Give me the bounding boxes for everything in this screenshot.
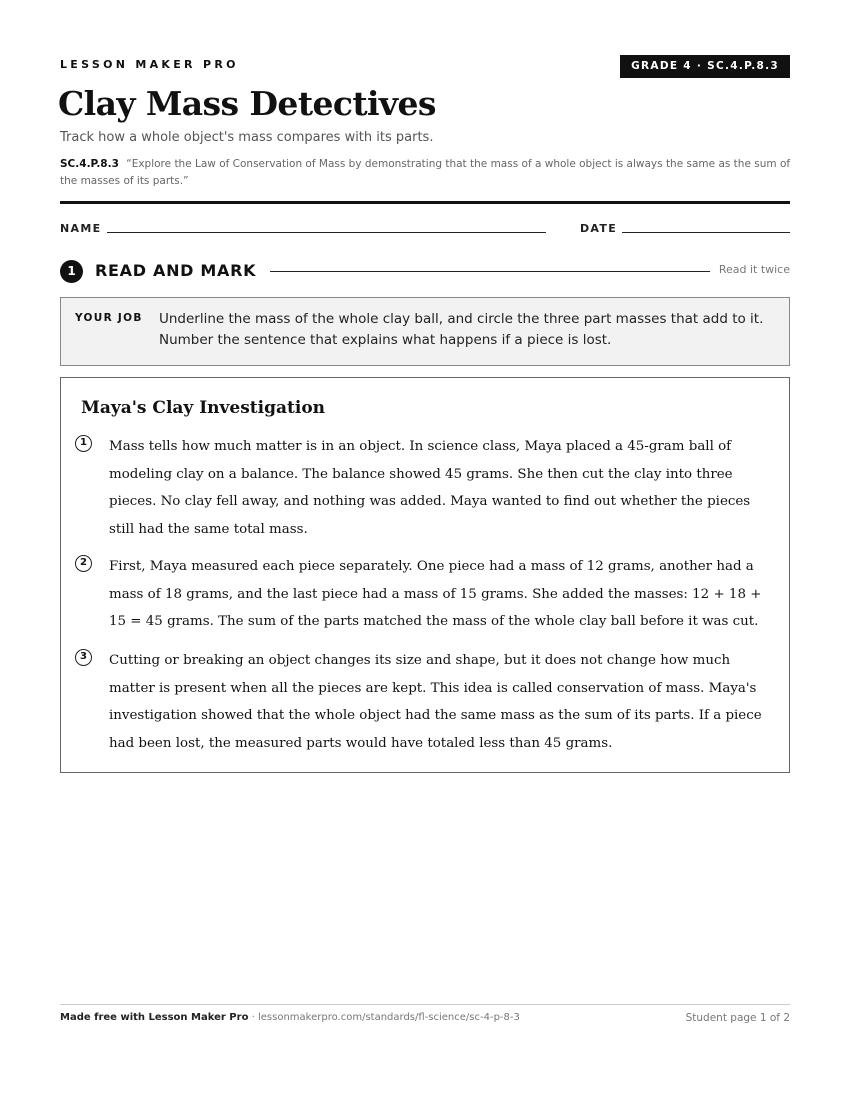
paragraph-text: First, Maya measured each piece separately. One piece had a mass of 12 grams, another had a mass of 18 grams, and the last piece had a mass of 15 grams. She added the masses: 12 + 18 + 15 = 45 grams. The sum of the parts matched the mass of the whole clay ball before it was cut. (109, 559, 762, 630)
header-divider (60, 201, 790, 204)
section-title: READ AND MARK (95, 261, 257, 280)
paragraph-number: 1 (75, 435, 92, 452)
paragraph-number: 3 (75, 649, 92, 666)
paragraph-text: Cutting or breaking an object changes its size and shape, but it does not change how much matter is present when all the pieces are kept. This idea is called conservation of mass. Maya's investigation showed that the whole object had the same mass as the sum of its parts. If a piece had been lost, the measured parts would have totaled less than 45 grams. (109, 653, 762, 751)
paragraph-number: 2 (75, 555, 92, 572)
standard-code: SC.4.P.8.3 (60, 158, 119, 170)
brand-name: LESSON MAKER PRO (60, 58, 239, 71)
standard-text: “Explore the Law of Conservation of Mass by demonstrating that the mass of a whole object is always the same as the sum of the masses of its parts.” (60, 158, 791, 187)
page-title: Clay Mass Detectives (58, 84, 436, 123)
paragraph-text: Mass tells how much matter is in an object. In science class, Maya placed a 45-gram ball of modeling clay on a balance. The balance showed 45 grams. She then cut the clay into three pieces. No clay fell away, and nothing was added. Maya wanted to find out whether the pieces still had the same total mass. (109, 439, 751, 537)
grade-badge: GRADE 4 · SC.4.P.8.3 (620, 55, 790, 78)
section-header (60, 260, 790, 282)
footer-credit (60, 1012, 520, 1023)
footer-separator: · (248, 1012, 258, 1023)
instructions-box (60, 297, 790, 366)
section-divider (270, 271, 710, 272)
instructions-label: YOUR JOB (75, 312, 143, 324)
name-label: NAME (60, 222, 102, 235)
name-field[interactable] (107, 232, 546, 233)
footer-made-by: Made free with Lesson Maker Pro (60, 1012, 249, 1023)
footer-url[interactable]: lessonmakerpro.com/standards/fl-science/sc-4-p-8-3 (257, 1012, 520, 1023)
section-number-badge: 1 (60, 260, 83, 283)
date-label: DATE (580, 222, 618, 235)
instructions-text: Underline the mass of the whole clay ball, and circle the three part masses that add to it. Number the sentence that explains what happens if a piece is lost. (159, 311, 764, 348)
page-subtitle: Track how a whole object's mass compares with its parts. (60, 130, 434, 145)
name-date-row (60, 222, 790, 236)
passage-title: Maya's Clay Investigation (81, 398, 326, 418)
reading-passage (60, 377, 790, 773)
section-note: Read it twice (718, 263, 790, 276)
date-field[interactable] (622, 232, 790, 233)
standard-description (60, 156, 792, 190)
footer-divider (60, 1004, 790, 1005)
page-indicator: Student page 1 of 2 (685, 1012, 790, 1024)
